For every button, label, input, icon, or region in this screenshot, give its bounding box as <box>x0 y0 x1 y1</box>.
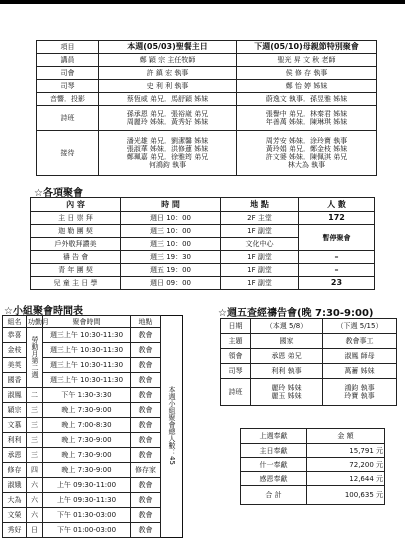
offering-type: 什一奉獻 <box>241 458 307 472</box>
group-place: 教會 <box>131 508 161 523</box>
service-cell: 接待 <box>37 131 99 176</box>
group-time: 週三上午 10:30-11:30 <box>43 373 131 388</box>
group-row <box>3 328 183 343</box>
prayer-cell: 鴻鈞 執事 玲寶 執事 <box>323 379 397 406</box>
group-place: 修存家 <box>131 463 161 478</box>
service-row <box>37 93 377 106</box>
prayer-cell: 主題 <box>221 334 251 349</box>
service-cell: 司琴 <box>37 80 99 93</box>
service-table <box>36 40 377 176</box>
meeting-name: 戶外敬拜讚美 <box>31 238 121 251</box>
meeting-place: 1F 副堂 <box>221 277 299 290</box>
meetings-header-cell: 時 間 <box>121 198 221 212</box>
group-row <box>3 388 183 403</box>
meeting-name: 主 日 崇 拜 <box>31 212 121 225</box>
groups-header-cell: 聚會時間 <box>43 316 131 328</box>
prayer-header-cell: 日期 <box>221 319 251 334</box>
offering-row <box>241 458 385 472</box>
group-name: 國香 <box>3 373 27 388</box>
meetings <box>30 197 375 290</box>
group-name: 大為 <box>3 493 27 508</box>
meeting-name: 禱 告 會 <box>31 251 121 264</box>
group-day: 三 <box>27 418 43 433</box>
meeting-place: 文化中心 <box>221 238 299 251</box>
service-header-cell: 本週(05/03)聖餐主日 <box>99 41 237 54</box>
group-time: 上午 09:30-11:30 <box>43 493 131 508</box>
group-time: 週三上午 10:30-11:30 <box>43 343 131 358</box>
group-place: 教會 <box>131 373 161 388</box>
groups-total-text: 本週小組聚會總人數：45 <box>168 386 176 465</box>
meetings-row <box>31 212 375 225</box>
group-merged-month <box>27 328 43 388</box>
prayer-cell: 領會 <box>221 349 251 364</box>
group-day: 三 <box>27 433 43 448</box>
group-name: 淑鳳 <box>3 388 27 403</box>
group-name: 恭喜 <box>3 328 27 343</box>
group-merged-month-text: 勞動月第二週 <box>31 335 39 378</box>
group-place: 教會 <box>131 523 161 538</box>
meeting-count: – <box>299 251 375 264</box>
prayer-row <box>221 334 397 349</box>
group-place: 教會 <box>131 418 161 433</box>
group-day: 四 <box>27 463 43 478</box>
meeting-count: – <box>299 264 375 277</box>
service-cell: 史 利 利 執事 <box>99 80 237 93</box>
service-row <box>37 106 377 131</box>
group-name: 利利 <box>3 433 27 448</box>
prayer-cell: 承恩 弟兄 <box>251 349 323 364</box>
group-place: 教會 <box>131 493 161 508</box>
group-place: 教會 <box>131 358 161 373</box>
service-cell: 蔡恆威 弟兄．馬舒穎 姊妹 <box>99 93 237 106</box>
group-time: 晚上 7:30-9:00 <box>43 463 131 478</box>
group-time: 晚上 7:30-9:00 <box>43 448 131 463</box>
meeting-place: 1F 副堂 <box>221 264 299 277</box>
group-time: 下午 1:30-3:30 <box>43 388 131 403</box>
groups-header-row <box>3 316 183 328</box>
service-header-row <box>37 41 377 54</box>
group-row <box>3 463 183 478</box>
group-name: 修存 <box>3 463 27 478</box>
service-cell: 侯 修 存 執事 <box>237 67 377 80</box>
prayer-cell: 麗玲 姊妹 麗玉 姊妹 <box>251 379 323 406</box>
group-name: 承恩 <box>3 448 27 463</box>
prayer <box>220 318 397 406</box>
group-place: 教會 <box>131 433 161 448</box>
group-time: 週三上午 10:30-11:30 <box>43 328 131 343</box>
group-place: 教會 <box>131 328 161 343</box>
meeting-time: 週三 10：00 <box>121 238 221 251</box>
offering-amount: 15,791 元 <box>307 444 385 458</box>
meeting-place: 1F 副堂 <box>221 251 299 264</box>
service-row <box>37 131 377 176</box>
service-cell: 司會 <box>37 67 99 80</box>
prayer-cell: 教會事工 <box>323 334 397 349</box>
meeting-time: 週三 19：30 <box>121 251 221 264</box>
groups-total-note <box>161 316 183 538</box>
offering-amount: 72,200 元 <box>307 458 385 472</box>
service-row <box>37 80 377 93</box>
group-name: 秀好 <box>3 523 27 538</box>
meetings-header-cell: 人 數 <box>299 198 375 212</box>
meeting-time: 週五 19：00 <box>121 264 221 277</box>
offering-type: 主日奉獻 <box>241 444 307 458</box>
groups-header-cell: 地點 <box>131 316 161 328</box>
prayer-header-cell: （本週 5/8） <box>251 319 323 334</box>
group-time: 晚上 7:00-8:30 <box>43 418 131 433</box>
group-name: 美英 <box>3 358 27 373</box>
service-header-cell: 下週(05/10)母親節特別聚會 <box>237 41 377 54</box>
meeting-name: 迦 勒 團 契 <box>31 225 121 238</box>
prayer-row <box>221 349 397 364</box>
group-row <box>3 418 183 433</box>
service-cell: 講員 <box>37 54 99 67</box>
service-cell: 周芳安 姊妹．涂玲寶 執事 黃玲娟 弟兄．鄭金枝 姊妹 許文婆 姊妹．陳佩淇 弟兄 林大為 執事 <box>237 131 377 176</box>
service-row <box>37 54 377 67</box>
meeting-time: 週日 09：00 <box>121 277 221 290</box>
group-day: 六 <box>27 508 43 523</box>
group-time: 晚上 7:30-9:00 <box>43 433 131 448</box>
meeting-time: 週三 10：00 <box>121 225 221 238</box>
meetings-suspended-note: 暫停聚會 <box>299 225 375 251</box>
offering-amount: 100,635 元 <box>307 486 385 505</box>
service-row <box>37 67 377 80</box>
service-cell: 張譽中 弟兄．林秦君 姊妹 年善萬 姊妹．陳琳琪 姊妹 <box>237 106 377 131</box>
service-cell: 蔚逸文 執事．孫昱雅 姊妹 <box>237 93 377 106</box>
groups-title: ☆小組聚會時間表 <box>4 306 83 317</box>
service-cell: 鄭 穎 宗 主任牧師 <box>99 54 237 67</box>
prayer-cell: 淑鳳 師母 <box>323 349 397 364</box>
group-row <box>3 493 183 508</box>
prayer-cell: 利利 執事 <box>251 364 323 379</box>
offering-amount: 12,644 元 <box>307 472 385 486</box>
group-day: 六 <box>27 478 43 493</box>
meetings-title: ☆各項聚會 <box>34 188 83 199</box>
prayer-cell: 國家 <box>251 334 323 349</box>
meetings-row <box>31 225 375 238</box>
meeting-count: 172 <box>299 212 375 225</box>
groups <box>2 315 183 538</box>
group-day: 三 <box>27 448 43 463</box>
prayer-row <box>221 364 397 379</box>
group-time: 上午 09:30-11:00 <box>43 478 131 493</box>
offering-header-cell: 金 額 <box>307 429 385 444</box>
top-edge <box>0 0 405 4</box>
group-time: 晚上 7:30-9:00 <box>43 403 131 418</box>
offering-header-row <box>241 429 385 444</box>
meeting-name: 青 年 團 契 <box>31 264 121 277</box>
offering <box>240 428 385 505</box>
prayer-header-row <box>221 319 397 334</box>
offering-row <box>241 444 385 458</box>
groups-header-cell: 功勤月 <box>28 317 49 326</box>
meetings-row <box>31 264 375 277</box>
service-cell: 音響．投影 <box>37 93 99 106</box>
meeting-place: 2F 主堂 <box>221 212 299 225</box>
group-day: 二 <box>27 388 43 403</box>
service-cell: 鄭 怡 婷 姊妹 <box>237 80 377 93</box>
offering-row <box>241 472 385 486</box>
group-name: 穎宗 <box>3 403 27 418</box>
prayer-row <box>221 379 397 406</box>
group-row <box>3 448 183 463</box>
group-row <box>3 508 183 523</box>
offering-header-cell: 上週奉獻 <box>241 429 307 444</box>
service-cell: 潘光雄 弟兄．劉潔馨 姊妹 張淑華 姊妹．洪修蓮 姊妹 鄭珮嘉 弟兄．徐雅筠 弟兄 何鴻鈞 執事 <box>99 131 237 176</box>
service-header-cell: 項目 <box>37 41 99 54</box>
group-row <box>3 523 183 538</box>
group-row <box>3 478 183 493</box>
meetings-header-row <box>31 198 375 212</box>
group-day: 六 <box>27 493 43 508</box>
group-time: 下午 01:00-03:00 <box>43 523 131 538</box>
group-place: 教會 <box>131 478 161 493</box>
prayer-cell: 萬蓄 姊妹 <box>323 364 397 379</box>
group-name: 文慕 <box>3 418 27 433</box>
group-place: 教會 <box>131 388 161 403</box>
group-place: 教會 <box>131 448 161 463</box>
group-row <box>3 403 183 418</box>
meetings-header-cell: 地 點 <box>221 198 299 212</box>
meetings-row <box>31 277 375 290</box>
meetings-header-cell: 內 容 <box>31 198 121 212</box>
group-time: 週三上午 10:30-11:30 <box>43 358 131 373</box>
meeting-place: 1F 副堂 <box>221 225 299 238</box>
service-cell: 聖光 昇 文 秋 老師 <box>237 54 377 67</box>
service-cell: 孫承恩 弟兄．張裕崴 弟兄 周麗玲 姊妹．黃秀好 姊妹 <box>99 106 237 131</box>
meetings-row <box>31 251 375 264</box>
prayer-table <box>220 318 397 406</box>
meeting-count: 23 <box>299 277 375 290</box>
group-place: 教會 <box>131 343 161 358</box>
service-schedule <box>36 40 377 176</box>
offering-table <box>240 428 385 505</box>
group-time: 下午 01:30-03:00 <box>43 508 131 523</box>
group-name: 金枝 <box>3 343 27 358</box>
group-day: 日 <box>27 523 43 538</box>
offering-type: 感恩奉獻 <box>241 472 307 486</box>
offering-row <box>241 486 385 505</box>
group-day: 三 <box>27 403 43 418</box>
prayer-cell: 詩班 <box>221 379 251 406</box>
meetings-table <box>30 197 375 290</box>
group-row <box>3 433 183 448</box>
group-name: 淑娥 <box>3 478 27 493</box>
prayer-title: ☆週五查經禱告會(晚 7:30-9:00) <box>218 308 374 319</box>
meeting-name: 兒 童 主 日 學 <box>31 277 121 290</box>
meeting-time: 週日 10：00 <box>121 212 221 225</box>
groups-header-cell: 組名 <box>3 316 27 328</box>
groups-table <box>2 315 183 538</box>
offering-type: 合 計 <box>241 486 307 505</box>
group-name: 文榮 <box>3 508 27 523</box>
prayer-header-cell: （下週 5/15） <box>323 319 397 334</box>
service-cell: 許 鎮 宏 執事 <box>99 67 237 80</box>
group-place: 教會 <box>131 403 161 418</box>
service-cell: 詩班 <box>37 106 99 131</box>
prayer-cell: 司琴 <box>221 364 251 379</box>
